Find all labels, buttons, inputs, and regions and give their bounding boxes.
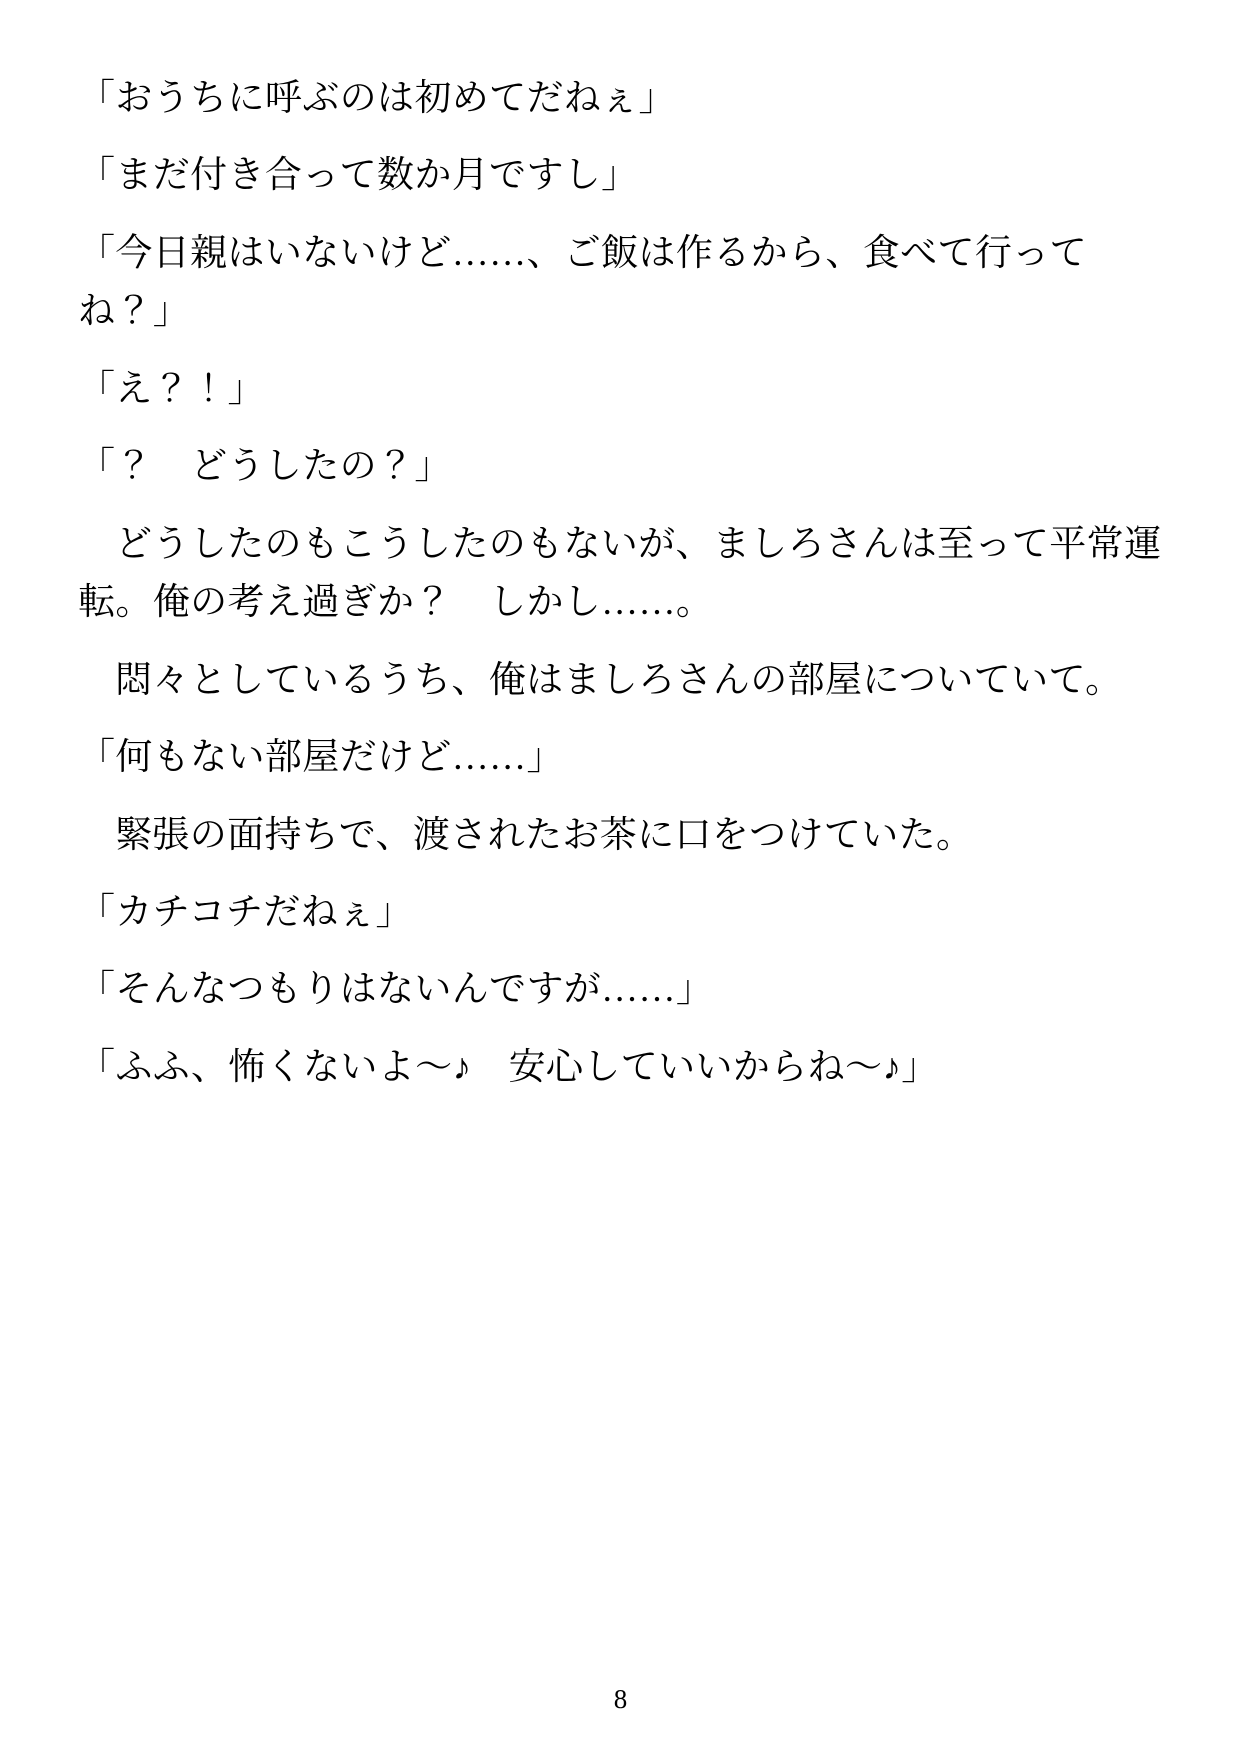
paragraph: 「ふふ、怖くないよ～♪ 安心していいからね～♪」 [78, 1046, 939, 1088]
paragraph: 緊張の面持ちで、渡されたお茶に口をつけていた。 [115, 814, 974, 856]
page-number: 8 [613, 1684, 628, 1714]
paragraph: 「今日親はいないけど……、ご飯は作るから、食べて行ってね？」 [78, 232, 1087, 333]
paragraph: 悶々としているうち、俺はましろさんの部屋についていて。 [115, 659, 1123, 701]
paragraph: 「え？！」 [78, 368, 265, 410]
page-body [78, 70, 1163, 1097]
paragraph: 「そんなつもりはないんですが……」 [78, 969, 714, 1011]
paragraph: 「おうちに呼ぶのは初めてだねぇ」 [78, 78, 676, 119]
paragraph: 「？ どうしたの？」 [78, 446, 452, 488]
paragraph: どうしたのもこうしたのもないが、ましろさんは至って平常運転。俺の考え過ぎか？ しかし……。 [78, 523, 1162, 624]
paragraph: 「カチコチだねぇ」 [78, 891, 413, 933]
paragraph: 「何もない部屋だけど……」 [78, 737, 564, 779]
paragraph: 「まだ付き合って数か月ですし」 [78, 155, 639, 197]
